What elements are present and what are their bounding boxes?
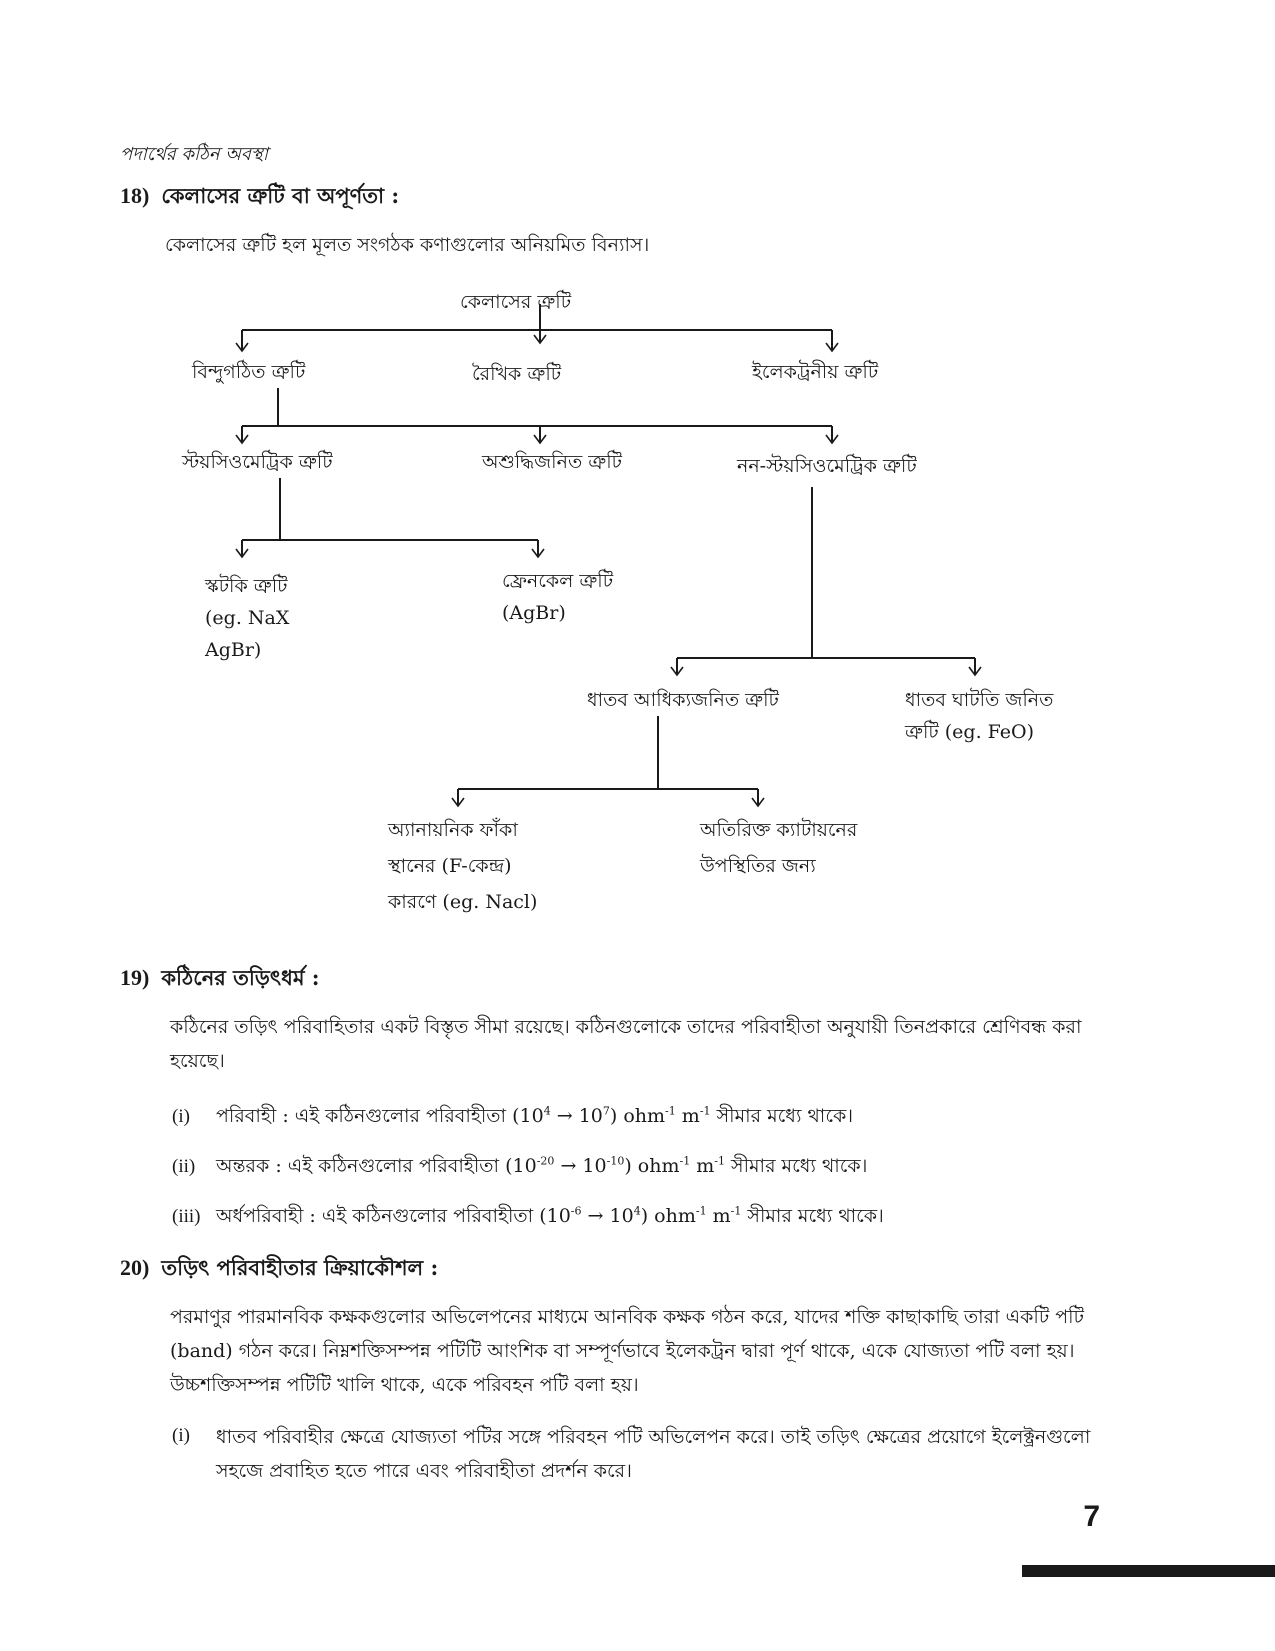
- section-18-title: কেলাসের ত্রুটি বা অপূর্ণতা :: [161, 183, 400, 208]
- node-extra-cation: [700, 812, 857, 884]
- item-text: m: [690, 1155, 715, 1177]
- section-19-intro: কঠিনের তড়িৎ পরিবাহিতার একট বিস্তৃত সীমা রয়েছে। কঠিনগুলোকে তাদের পরিবাহীতা অনুযায়ী তিনপ্রকারে শ্রেণিবন্ধ করা হয়েছে।: [170, 1016, 1082, 1072]
- exponent: 4: [543, 1104, 551, 1118]
- schottky-line-2: (eg. NaX: [205, 607, 290, 629]
- conductivity-item-insulator: [172, 1150, 867, 1183]
- exponent: -20: [536, 1154, 555, 1168]
- schottky-line-1: স্কটকি ত্রুটি: [205, 575, 288, 597]
- node-line-defect: রৈখিক ত্রুটি: [472, 363, 562, 385]
- item-text: সীমার মধ্যে থাকে।: [724, 1155, 868, 1177]
- conductivity-item-semiconductor: [172, 1200, 884, 1233]
- exponent: -1: [695, 1204, 707, 1218]
- exponent: -1: [699, 1104, 711, 1118]
- item-text: m: [675, 1105, 700, 1127]
- schottky-line-3: AgBr): [205, 639, 262, 661]
- item-text: ) ohm: [624, 1155, 680, 1177]
- section-20-intro: পরমাণুর পারমানবিক কক্ষকগুলোর অভিলেপনের মাধ্যমে আনবিক কক্ষক গঠন করে, যাদের শক্তি কাছাকাছি তারা একটি পটি (band) গঠন করে। নিম্নশক্তিসম্পন্ন পটিটি আংশিক বা সম্পূর্ণভাবে ইলেকট্রন দ্বারা পূর্ণ থাকে, একে যোজ্যতা পটি বলা হয়। উচ্চশক্তিসম্পন্ন পটিটি খালি থাকে, একে পরিবহন পটি বলা হয়।: [170, 1306, 1084, 1396]
- node-metal-excess-defect: ধাতব আধিক্যজনিত ত্রুটি: [587, 689, 779, 711]
- exponent: -1: [665, 1104, 676, 1118]
- item-text: → 10: [581, 1205, 634, 1227]
- node-point-defect: বিন্দুগঠিত ত্রুটি: [192, 361, 306, 383]
- node-schottky-defect: [205, 570, 289, 666]
- exponent: -1: [730, 1204, 742, 1218]
- metal-deficiency-line-2: ত্রুটি (eg. FeO): [905, 721, 1035, 743]
- item-text: ) ohm: [640, 1205, 696, 1227]
- node-frenkel-defect: [502, 565, 613, 629]
- item-text: → 10: [554, 1155, 607, 1177]
- item-text: সীমার মধ্যে থাকে।: [710, 1105, 854, 1127]
- footer-bar: [1022, 1565, 1275, 1577]
- section-20-number: 20): [120, 1255, 150, 1280]
- conductivity-item-conductor: [172, 1100, 853, 1133]
- item-text: → 10: [550, 1105, 603, 1127]
- item-text: ) ohm: [609, 1105, 666, 1127]
- extra-cation-line-1: অতিরিক্ত ক্যাটায়নের: [700, 819, 858, 841]
- node-metal-deficiency-defect: [905, 684, 1053, 748]
- anionic-line-1: অ্যানায়নিক ফাঁকা: [388, 819, 518, 841]
- running-header: পদার্থের কঠিন অবস্থা: [120, 144, 268, 165]
- section-20-heading: [120, 1252, 438, 1287]
- exponent: -1: [714, 1154, 725, 1168]
- node-crystal-defect: কেলাসের ত্রুটি: [460, 291, 572, 313]
- exponent: 4: [633, 1204, 641, 1218]
- item-marker: (ii): [172, 1156, 196, 1177]
- node-stoichiometric-defect: স্টয়সিওমেট্রিক ত্রুটি: [182, 451, 333, 473]
- item-text: সীমার মধ্যে থাকে।: [741, 1205, 884, 1227]
- node-impurity-defect: অশুদ্ধিজনিত ত্রুটি: [482, 451, 622, 473]
- section-18-number: 18): [120, 183, 150, 208]
- section-19-heading: [120, 962, 320, 997]
- item-text: অর্ধপরিবাহী : এই কঠিনগুলোর পরিবাহীতা (10: [216, 1205, 571, 1227]
- item-marker: (iii): [172, 1206, 201, 1227]
- section-18-intro: কেলাসের ত্রুটি হল মূলত সংগঠক কণাগুলোর অনিয়মিত বিন্যাস।: [165, 234, 650, 256]
- node-electronic-defect: ইলেকট্রনীয় ত্রুটি: [752, 361, 879, 383]
- item-marker: (i): [172, 1425, 190, 1446]
- exponent: -6: [570, 1204, 582, 1218]
- item-text: ধাতব পরিবাহীর ক্ষেত্রে যোজ্যতা পটির সঙ্গে পরিবহন পটি অভিলেপন করে। তাই তড়িৎ ক্ষেত্রের প্রয়োগে ইলেক্ট্রনগুলো সহজে প্রবাহিত হতে পারে এবং পরিবাহীতা প্রদর্শন করে।: [216, 1426, 1091, 1482]
- section-20-title: তড়িৎ পরিবাহীতার ক্রিয়াকৌশল :: [161, 1255, 439, 1280]
- exponent: -10: [606, 1154, 625, 1168]
- node-anionic-vacancy: [388, 812, 537, 920]
- band-item-metallic-conductor: [172, 1420, 1117, 1488]
- anionic-line-2: স্থানের (F-কেন্দ্র): [388, 855, 512, 877]
- item-text: পরিবাহী : এই কঠিনগুলোর পরিবাহীতা (10: [216, 1105, 544, 1127]
- metal-deficiency-line-1: ধাতব ঘাটতি জনিত: [905, 689, 1054, 711]
- page-number: 7: [1083, 1500, 1100, 1533]
- node-non-stoichiometric-defect: নন-স্টয়সিওমেট্রিক ত্রুটি: [737, 455, 917, 477]
- section-19-number: 19): [120, 965, 150, 990]
- exponent: -1: [679, 1154, 691, 1168]
- exponent: 7: [602, 1104, 610, 1118]
- frenkel-line-1: ফ্রেনকেল ত্রুটি: [502, 570, 614, 592]
- extra-cation-line-2: উপস্থিতির জন্য: [700, 855, 816, 877]
- item-marker: (i): [172, 1106, 190, 1127]
- item-text: অন্তরক : এই কঠিনগুলোর পরিবাহীতা (10: [216, 1155, 537, 1177]
- section-19-title: কঠিনের তড়িৎধর্ম :: [161, 965, 320, 990]
- frenkel-line-2: (AgBr): [502, 602, 566, 624]
- item-text: m: [706, 1205, 731, 1227]
- anionic-line-3: কারণে (eg. Nacl): [388, 891, 538, 913]
